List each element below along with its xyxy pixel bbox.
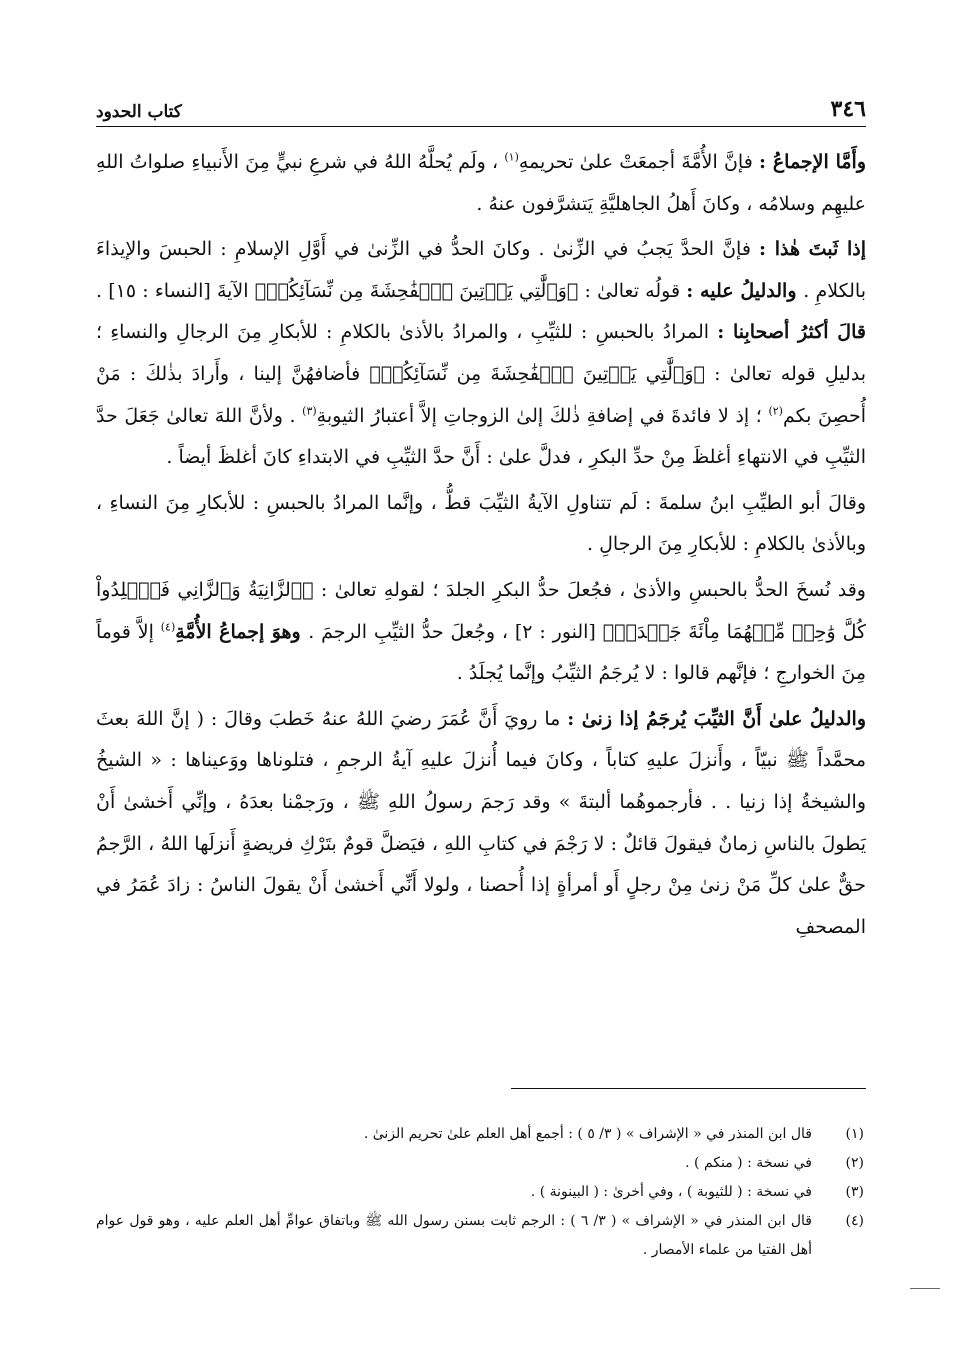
- footnote: [96, 1178, 864, 1207]
- footnote: [96, 1207, 864, 1265]
- running-title: كتاب الحدود: [96, 102, 182, 122]
- paragraph-text: وقد نُسخَ الحدُّ بالحبسِ والأذىٰ ، فجُعلَ حدُّ البكرِ الجلدَ ؛ لقولهِ تعالىٰ : ﴿ٱلزَّانِيَةُ وَٱلزَّانِي فَٱجۡلِدُواْ كُلَّ وَٰحِدٖ مِّنۡهُمَا مِاْئَةَ جَلۡدَةٖ﴾ [النور : ٢] ، وجُعلَ حدُّ الثيِّبِ الرجمَ .: [96, 578, 867, 643]
- footnote: [96, 1120, 864, 1149]
- paragraph-abu-tayyib: [96, 483, 866, 566]
- footnotes: [96, 1120, 864, 1265]
- paragraph-text: إلاَّ قوماً مِنَ الخوارجِ ؛ فإنَّهم قالوا : لا يُرجَمُ الثيِّبُ وإنَّما يُجلَدُ .: [96, 620, 866, 685]
- paragraph-text: ؛ إذ لا فائدةَ في إضافةِ ذٰلكَ إلىٰ الزوجاتِ إلاَّ أعتبارُ الثيوبةِ: [316, 404, 769, 427]
- footnote-ref: (٢): [768, 404, 783, 418]
- paragraph-lead: والدليلُ علىٰ أَنَّ الثيِّبَ يُرجَمُ إذا زنىٰ :: [567, 707, 867, 730]
- paragraph-abrogation: [96, 570, 866, 695]
- paragraph-text: المرادُ بالحبسِ : للثيِّبِ ، والمرادُ بالأذىٰ بالكلامِ : للأبكارِ مِنَ الرجالِ والنساءِ ؛ بدليلِ قوله تعالىٰ : ﴿وَٱلَّٰتِي يَأۡتِينَ ٱلۡفَٰحِشَةَ مِن نِّسَآئِكُمۡ﴾ فأضافهُنَّ إلينا ، وأَرادَ بذٰلكَ : مَنْ أُحصِنَ بكم: [96, 321, 866, 427]
- footnote-ref: (٤): [160, 620, 176, 634]
- footnote-text: في نسخة : ( منكم ) .: [685, 1155, 812, 1171]
- paragraph-lead: وأَمَّا الإجماعُ :: [759, 151, 866, 173]
- paragraph-ijma: [96, 142, 866, 225]
- footnote-text: في نسخة : ( للثيوبة ) ، وفي أخرىٰ : ( البينونة ) .: [530, 1184, 812, 1200]
- footnote-number: (٤): [845, 1213, 864, 1229]
- paragraph-lead: قالَ أكثرُ أصحابِنا :: [717, 321, 866, 344]
- footnote: [96, 1149, 864, 1178]
- paragraph-text: ما رويَ أَنَّ عُمَرَ رضيَ اللهُ عنهُ خَطبَ وقالَ : ( إنَّ اللهَ بعثَ محمَّداً ﷺ نبيّاً ، وأَنزلَ عليهِ كتاباً ، وكانَ فيما أُنزلَ عليهِ آيةُ الرجمِ ، فتلوناها ووَعيناها : « الشيخُ والشيخةُ إذا زنيا . . فأرجموهُما ألبتةَ » وقد رَجمَ رسولُ اللهِ ﷺ ، ورَجمْنا بعدَهُ ، وإنِّي أَخشىٰ أَنْ يَطولَ بالناسِ زمانٌ فيقولَ قائلٌ : لا رَجْمَ في كتابِ اللهِ ، فيَضلَّ قومٌ بتَرْكِ فريضةٍ أَنزلَها اللهُ ، الرَّجمُ حقٌّ علىٰ كلِّ مَنْ زنىٰ مِنْ رجلٍ أَو أمرأةٍ إذا أُحصنا ، ولولا أَنِّي أَخشىٰ أَنْ يقولَ الناسُ : زادَ عُمَرُ في المصحفِ: [96, 707, 866, 938]
- paragraph-lead: وهوَ إجماعُ الأُمَّةِ: [175, 620, 309, 643]
- paragraph-text: فإنَّ الحدَّ يَجبُ في الزِّنىٰ . وكانَ الحدُّ في الزِّنىٰ في أَوَّلِ الإسلامِ : الحبسَ والإيذاءَ بالكلامِ .: [96, 238, 866, 302]
- paragraph-text: ، ولَم يُحلَّهُ اللهُ في شرعِ نبيٍّ مِنَ الأَنبياءِ صلواتُ اللهِ عليهِم وسلامُه ، وكانَ أَهلُ الجاهليَّةِ يَتشرَّفون عنهُ .: [96, 151, 866, 215]
- page-number: ٣٤٦: [830, 96, 866, 122]
- paragraph-text: فإنَّ الأُمَّةَ أجمعَتْ علىٰ تحريمهِ: [518, 151, 760, 173]
- footnote-number: (٢): [845, 1155, 864, 1171]
- footnote-number: (٣): [845, 1184, 864, 1200]
- page-header: [96, 82, 866, 122]
- footnote-ref: (٣): [302, 404, 317, 418]
- footnote-rule: [511, 1088, 866, 1089]
- paragraph-lead: والدليلُ عليه :: [686, 279, 804, 302]
- paragraph-early-punishment: [96, 229, 866, 479]
- main-text: [96, 142, 866, 952]
- scan-mark: [910, 1288, 940, 1289]
- paragraph-lead: إذا ثَبتَ هٰذا :: [759, 238, 866, 261]
- footnote-text: قال ابن المنذر في « الإشراف » ( ٣/ ٥ ) : أجمع أهل العلم علىٰ تحريم الزنىٰ .: [363, 1126, 812, 1142]
- footnote-text: قال ابن المنذر في « الإشراف » ( ٣/ ٦ ) : الرجم ثابت بسنن رسول الله ﷺ وباتفاق عوامِّ أهل العلم عليه ، وهو قول عوام أهل الفتيا من علماء الأمصار .: [96, 1213, 812, 1258]
- paragraph-evidence-stoning: [96, 699, 866, 949]
- header-rule: [96, 126, 866, 127]
- paragraph-text: وقالَ أبو الطيِّبِ ابنُ سلمةَ : لَم تتناولِ الآيةُ الثيِّبَ قطُّ ، وإنَّما المرادُ بالحبسِ : للأبكارِ مِنَ النساءِ ، وبالأذىٰ بالكلامِ : للأبكارِ مِنَ الرجالِ .: [96, 491, 866, 556]
- footnote-ref: (١): [504, 150, 519, 164]
- paragraph-text: قولُه تعالىٰ : ﴿وَٱلَّٰتِي يَأۡتِينَ ٱلۡفَٰحِشَةَ مِن نِّسَآئِكُمۡ﴾ الآيةَ [النساء : ١٥] .: [96, 279, 687, 302]
- paragraph-text: . ولأنَّ اللهَ تعالىٰ جَعَلَ حدَّ الثيِّبِ في الانتهاءِ أغلظَ مِنْ حدِّ البكرِ ، فدلَّ علىٰ : أَنَّ حدَّ الثيِّبِ في الابتداءِ كانَ أغلظَ أيضاً .: [96, 404, 866, 469]
- footnote-number: (١): [845, 1126, 864, 1142]
